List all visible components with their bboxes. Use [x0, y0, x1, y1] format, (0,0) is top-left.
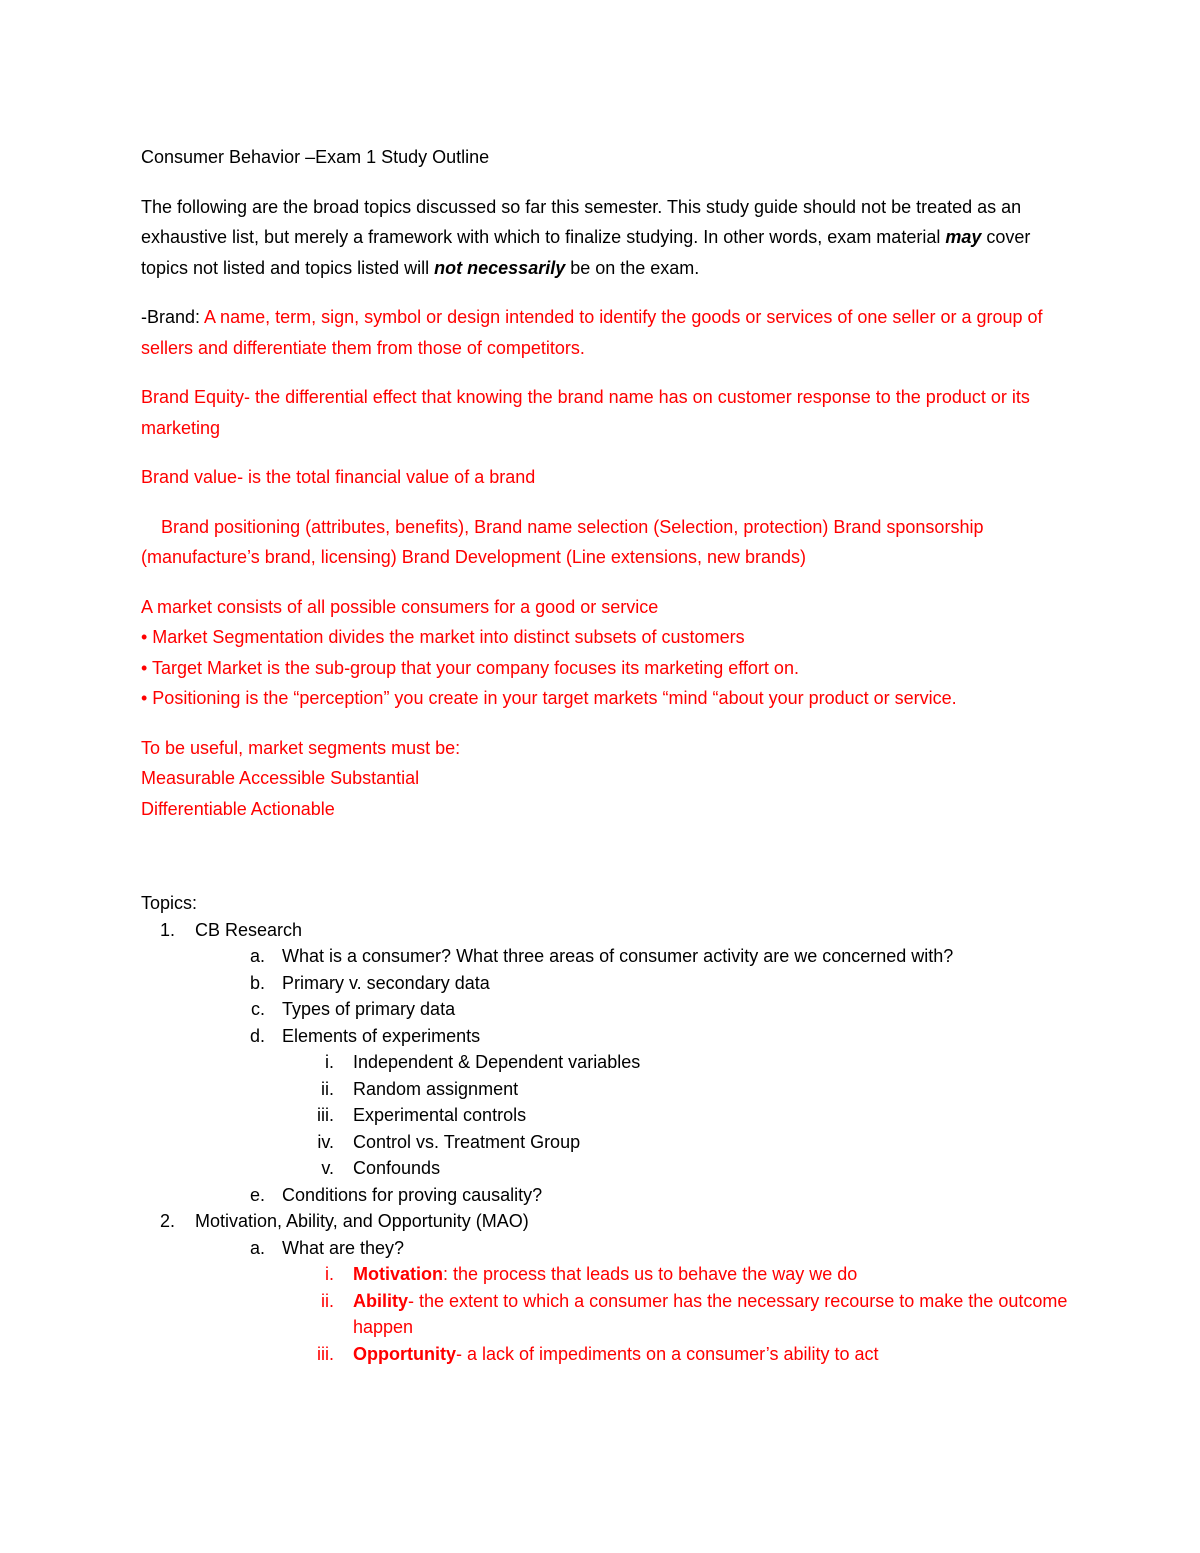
topics-heading-text: Topics:: [141, 893, 198, 913]
brand-value: Brand value- is the total financial value of a brand: [141, 467, 536, 487]
list-item: [141, 943, 1071, 970]
list-number: d.: [249, 1025, 265, 1046]
brand-definition-text: A name, term, sign, symbol or design intended to identify the goods or services of one seller or a group of sellers and differentiate them from those of competitors.: [141, 307, 1043, 358]
term-motivation: Motivation: [353, 1264, 443, 1284]
list-item: [141, 1182, 1071, 1209]
brand-equity: Brand Equity- the differential effect that knowing the brand name has on customer response to the product or its marketing: [141, 387, 1030, 438]
list-number: 1.: [159, 919, 175, 940]
list-text: Experimental controls: [353, 1105, 527, 1125]
term-definition: - the extent to which a consumer has the necessary recourse to make the outcome happen: [353, 1290, 1068, 1337]
intro-paragraph: [141, 192, 1071, 284]
list-number: iii.: [317, 1105, 334, 1125]
segments-line-2: Measurable Accessible Substantial: [141, 768, 420, 788]
list-text: CB Research: [195, 919, 303, 940]
list-text: [353, 1288, 1073, 1341]
list-number: iv.: [317, 1131, 334, 1152]
topics-list: [141, 890, 1071, 1367]
list-item: [141, 1288, 1071, 1341]
list-text: What are they?: [282, 1237, 405, 1258]
list-number: v.: [321, 1158, 334, 1178]
list-text: Motivation, Ability, and Opportunity (MAO): [195, 1211, 529, 1231]
list-text: Random assignment: [353, 1078, 519, 1099]
list-number: i.: [325, 1264, 334, 1284]
brand-label: -Brand:: [141, 307, 205, 327]
list-item: [141, 1235, 1071, 1262]
list-text: Primary v. secondary data: [282, 972, 490, 993]
list-item: [141, 1076, 1071, 1103]
brand-decisions: Brand positioning (attributes, benefits), Brand name selection (Selection, protection) Brand sponsorship (manufacture’s brand, licensing) Brand Development (Line extensions, new brands): [141, 516, 984, 567]
list-number: 2.: [159, 1211, 175, 1231]
list-item: [141, 1208, 1071, 1235]
list-text: Types of primary data: [282, 999, 456, 1019]
topics-heading: [141, 890, 1071, 917]
term-opportunity: Opportunity: [353, 1343, 456, 1364]
intro-not-necessarily: not necessarily: [434, 257, 566, 278]
list-text: Independent & Dependent variables: [353, 1052, 641, 1072]
list-text: What is a consumer? What three areas of consumer activity are we concerned with?: [282, 946, 954, 966]
list-item: [141, 996, 1071, 1023]
list-item: [141, 917, 1071, 944]
list-item: [141, 970, 1071, 997]
list-text: Confounds: [353, 1158, 441, 1178]
list-number: c.: [250, 999, 265, 1019]
intro-text-2: cover topics not listed and topics listed will: [141, 227, 1031, 278]
intro-text-1: The following are the broad topics discussed so far this semester. This study guide should not be treated as an exhaustive list, but merely a framework with which to finalize studying. In other words, exam material: [141, 196, 1022, 247]
list-number: a.: [249, 1237, 265, 1258]
list-item: [141, 1155, 1071, 1182]
intro-text-3: be on the exam.: [565, 257, 700, 278]
list-text: Conditions for proving causality?: [282, 1184, 543, 1205]
segments-line-3: Differentiable Actionable: [141, 798, 335, 819]
list-number: iii.: [317, 1343, 334, 1364]
market-definition: A market consists of all possible consumers for a good or service: [141, 596, 659, 617]
list-item: [141, 1102, 1071, 1129]
list-item: [141, 1129, 1071, 1156]
document-page: [141, 142, 1071, 1367]
term-definition: : the process that leads us to behave the way we do: [443, 1264, 858, 1284]
list-number: b.: [249, 972, 265, 993]
term-ability: Ability: [353, 1290, 409, 1311]
list-text: [353, 1341, 879, 1368]
brand-definition: [141, 302, 1071, 363]
list-item: [141, 1023, 1071, 1050]
term-definition: - a lack of impediments on a consumer’s ability to act: [455, 1343, 879, 1364]
list-text: Control vs. Treatment Group: [353, 1131, 581, 1152]
list-number: a.: [249, 946, 265, 966]
list-number: i.: [325, 1052, 334, 1072]
market-bullet-segmentation: • Market Segmentation divides the market into distinct subsets of customers: [141, 627, 745, 647]
market-bullet-positioning: • Positioning is the “perception” you create in your target markets “mind “about your product or service.: [141, 688, 957, 708]
list-number: e.: [249, 1184, 265, 1205]
list-text: [353, 1261, 857, 1288]
list-item: [141, 1341, 1071, 1368]
list-number: ii.: [321, 1290, 334, 1311]
list-item: [141, 1049, 1071, 1076]
market-bullet-target: • Target Market is the sub-group that your company focuses its marketing effort on.: [141, 657, 799, 678]
list-number: ii.: [321, 1078, 334, 1099]
document-title: Consumer Behavior –Exam 1 Study Outline: [141, 147, 490, 167]
list-text: Elements of experiments: [282, 1025, 481, 1046]
intro-may: may: [945, 227, 982, 247]
segments-heading: To be useful, market segments must be:: [141, 737, 461, 758]
list-item: [141, 1261, 1071, 1288]
